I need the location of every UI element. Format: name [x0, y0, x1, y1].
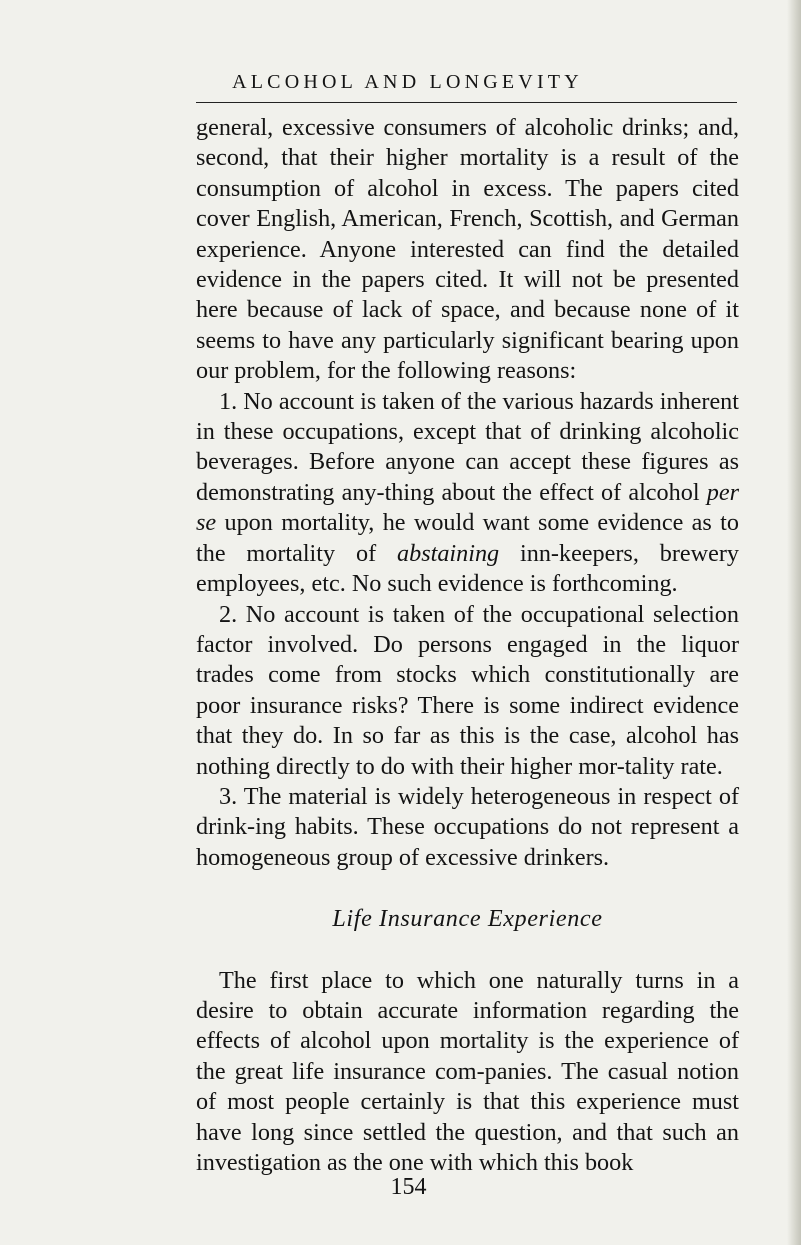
header-rule: [196, 102, 737, 103]
list-item-1-emphasis-abstaining: abstaining: [397, 539, 500, 567]
page-edge-shadow: [787, 0, 801, 1245]
list-item-1-emphasis-per-se: per se: [196, 478, 739, 537]
paragraph-continued: general, excessive consumers of alcoholic drinks; and, second, that their higher mortality is a result of the consumption of alcohol in excess. The papers cited cover English, American, French, Scottish, and German experience. Anyone interested can find the detailed evidence in the papers cited. It will not be presented here because of lack of space, and because none of it seems to have any particularly significant bearing upon our problem, for the following reasons:: [196, 114, 739, 385]
list-item-1-mid: upon mortality, he would want some evidence as to the mortality of: [196, 509, 739, 567]
section-heading: Life Insurance Experience: [332, 905, 603, 933]
list-item-2: 2. No account is taken of the occupational selection factor involved. Do persons engaged in the liquor trades come from stocks which constitutionally are poor insurance risks? There is some indirect evidence that they do. In so far as this is the case, alcohol has nothing directly to do with their higher mor-tality rate.: [196, 600, 739, 780]
list-item-1-tail: inn-keepers, brewery employees, etc. No such evidence is forthcoming.: [196, 539, 739, 598]
list-item-3: 3. The material is widely heterogeneous in respect of drink-ing habits. These occupations do not represent a homogeneous group of excessive drinkers.: [196, 782, 739, 871]
page-number: 154: [390, 1174, 427, 1200]
running-head: ALCOHOL AND LONGEVITY: [232, 71, 583, 93]
list-item-1: [196, 387, 739, 600]
body-text: [196, 113, 739, 1178]
paragraph-life-insurance: The first place to which one naturally turns in a desire to obtain accurate information regarding the effects of alcohol upon mortality is the experience of the great life insurance com-panies. The casual notion of most people certainly is that this experience must have long since settled the question, and that such an investigation as the one with which this book: [196, 966, 739, 1176]
list-item-1-lead: 1. No account is taken of the various hazards inherent in these occupations, except that of drinking alcoholic beverages. Before anyone can accept these figures as demonstrating any-thing about the effect of alcohol: [196, 387, 739, 506]
